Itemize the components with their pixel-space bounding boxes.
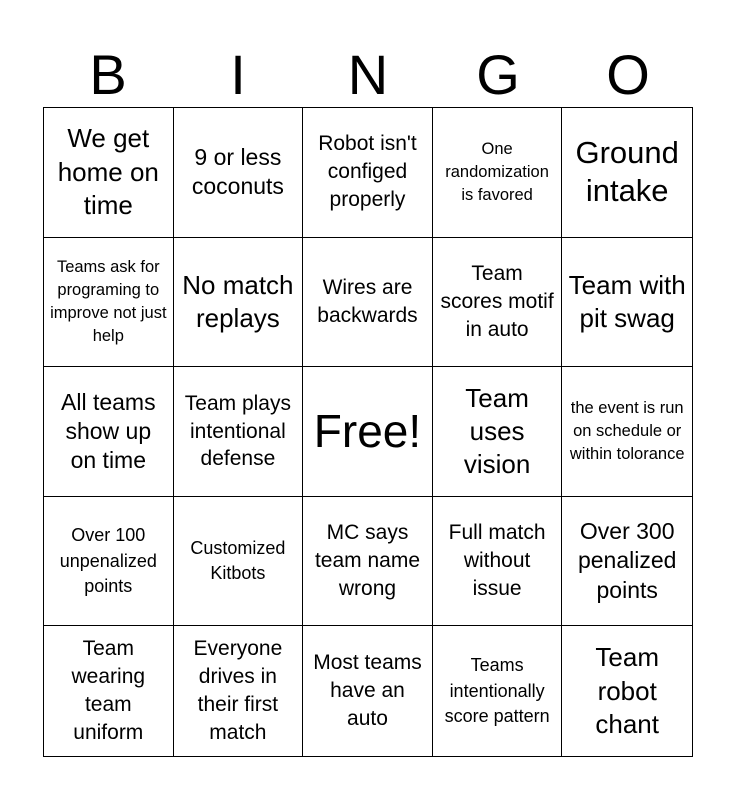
bingo-cell-2-5[interactable]	[562, 238, 692, 368]
bingo-cell-1-2[interactable]	[174, 108, 304, 238]
cell-text: Customized Kitbots	[190, 537, 286, 584]
bingo-cell-4-4[interactable]	[433, 497, 563, 627]
cell-text: Ground intake	[575, 134, 679, 209]
bingo-cell-4-3[interactable]	[303, 497, 433, 627]
bingo-cell-3-5[interactable]	[562, 367, 692, 497]
cell-text: No match replays	[182, 269, 294, 333]
bingo-cell-2-1[interactable]	[44, 238, 174, 368]
bingo-cell-3-2[interactable]	[174, 367, 304, 497]
cell-text: MC says team name wrong	[314, 521, 421, 601]
cell-text: Team robot chant	[595, 642, 659, 739]
cell-text: Most teams have an auto	[313, 651, 422, 731]
bingo-cell-2-4[interactable]	[433, 238, 563, 368]
cell-text: Wires are backwards	[317, 275, 418, 327]
cell-text: Team plays intentional defense	[184, 391, 291, 471]
cell-text: Robot isn't configed properly	[318, 132, 417, 212]
cell-text: Team scores motif in auto	[440, 262, 554, 341]
bingo-cell-4-1[interactable]	[44, 497, 174, 627]
cell-text: Team with pit swag	[568, 269, 686, 333]
cell-text: 9 or less coconuts	[191, 144, 284, 200]
cell-text: Teams ask for programing to improve not just help	[50, 257, 167, 345]
bingo-cell-5-2[interactable]	[174, 626, 304, 756]
cell-text: Team wearing team uniform	[71, 637, 146, 745]
cell-text: Over 300 penalized points	[577, 518, 677, 603]
bingo-cell-1-1[interactable]	[44, 108, 174, 238]
bingo-cell-4-2[interactable]	[174, 497, 304, 627]
bingo-cell-5-3[interactable]	[303, 626, 433, 756]
header-letter-g: G	[476, 43, 520, 106]
cell-text: We get home on time	[57, 123, 159, 220]
bingo-cell-5-5[interactable]	[562, 626, 692, 756]
bingo-cell-3-1[interactable]	[44, 367, 174, 497]
header-letter-n: N	[347, 43, 389, 106]
bingo-card	[43, 107, 693, 757]
free-space[interactable]	[303, 367, 433, 497]
bingo-cell-3-4[interactable]	[433, 367, 563, 497]
header-letter-b: B	[89, 43, 127, 106]
cell-text: All teams show up on time	[61, 388, 156, 474]
cell-text: Team uses vision	[463, 382, 531, 480]
cell-text: the event is run on schedule or within tolorance	[569, 398, 685, 464]
bingo-cell-2-2[interactable]	[174, 238, 304, 368]
bingo-cell-1-3[interactable]	[303, 108, 433, 238]
header-letter-i: I	[230, 43, 246, 106]
bingo-header	[43, 44, 693, 106]
bingo-cell-4-5[interactable]	[562, 497, 692, 627]
bingo-cell-5-1[interactable]	[44, 626, 174, 756]
bingo-cell-5-4[interactable]	[433, 626, 563, 756]
bingo-cell-1-5[interactable]	[562, 108, 692, 238]
bingo-cell-2-3[interactable]	[303, 238, 433, 368]
header-letter-o: O	[606, 43, 650, 106]
cell-text: Teams intentionally score pattern	[444, 655, 550, 726]
cell-text: Free!	[313, 405, 422, 458]
cell-text: Everyone drives in their first match	[193, 637, 283, 745]
bingo-cell-1-4[interactable]	[433, 108, 563, 238]
cell-text: Over 100 unpenalized points	[59, 525, 157, 596]
cell-text: One randomization is favored	[445, 139, 549, 204]
cell-text: Full match without issue	[448, 521, 546, 601]
